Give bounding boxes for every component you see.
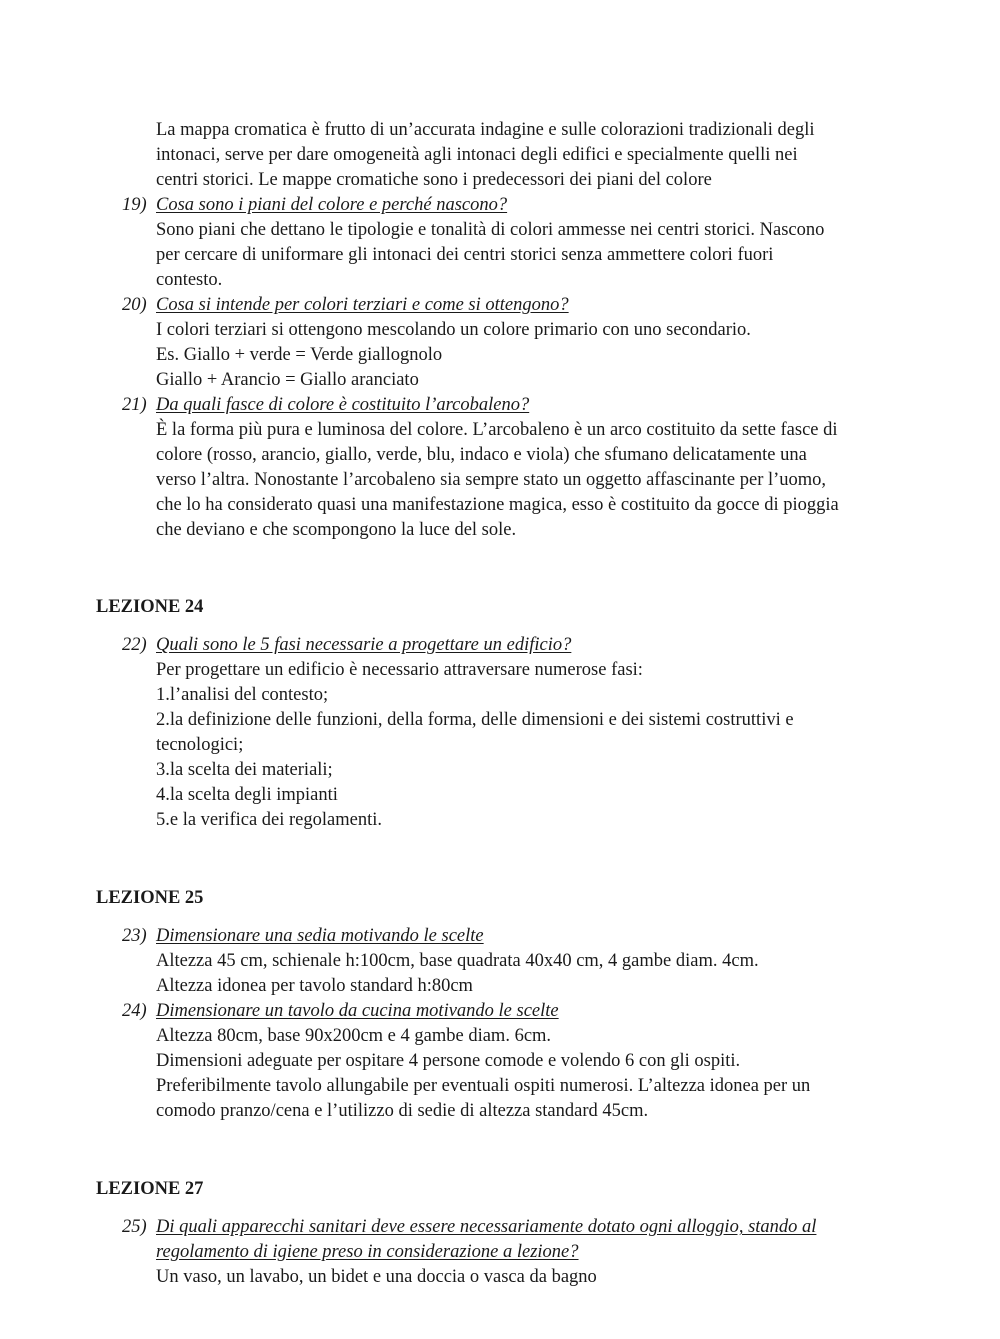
answer-22-line-5: 3.la scelta dei materiali; [156, 760, 333, 780]
answer-21-line-5: che deviano e che scompongono la luce del sole. [156, 520, 517, 540]
answer-21-line-2: colore (rosso, arancio, giallo, verde, blu, indaco e viola) che sfumano delicatamente una [156, 445, 807, 465]
question-25-number: 25) [122, 1217, 147, 1237]
answer-22-line-3: 2.la definizione delle funzioni, della forma, delle dimensioni e dei sistemi costruttivi e [156, 710, 794, 730]
question-21-text: Da quali fasce di colore è costituito l’arcobaleno? [156, 395, 530, 415]
question-20-number: 20) [122, 295, 147, 315]
answer-22-line-7: 5.e la verifica dei regolamenti. [156, 810, 383, 830]
section-heading-lezione-27: LEZIONE 27 [96, 1179, 204, 1199]
intro-line-1: La mappa cromatica è frutto di un’accurata indagine e sulle colorazioni tradizionali degli [156, 120, 815, 140]
question-23-number: 23) [122, 926, 147, 946]
question-25-text-line-1: Di quali apparecchi sanitari deve essere necessariamente dotato ogni alloggio, stando al [156, 1217, 817, 1237]
question-19-text: Cosa sono i piani del colore e perché nascono? [156, 195, 508, 215]
question-24-text: Dimensionare un tavolo da cucina motivando le scelte [156, 1001, 559, 1021]
intro-line-3: centri storici. Le mappe cromatiche sono i predecessori dei piani del colore [156, 170, 712, 190]
answer-21-line-4: che lo ha considerato quasi una manifestazione magica, esso è costituito da gocce di pioggia [156, 495, 839, 515]
answer-22-line-1: Per progettare un edificio è necessario attraversare numerose fasi: [156, 660, 643, 680]
intro-line-2: intonaci, serve per dare omogeneità agli intonaci degli edifici e specialmente quelli nei [156, 145, 798, 165]
answer-19-line-2: per cercare di uniformare gli intonaci dei centri storici senza ammettere colori fuori [156, 245, 774, 265]
answer-19-line-1: Sono piani che dettano le tipologie e tonalità di colori ammesse nei centri storici. Nascono [156, 220, 825, 240]
answer-24-line-2: Dimensioni adeguate per ospitare 4 persone comode e volendo 6 con gli ospiti. [156, 1051, 741, 1071]
question-20-text: Cosa si intende per colori terziari e come si ottengono? [156, 295, 569, 315]
answer-20-line-1: I colori terziari si ottengono mescolando un colore primario con uno secondario. [156, 320, 751, 340]
question-22-text: Quali sono le 5 fasi necessarie a progettare un edificio? [156, 635, 572, 655]
section-heading-lezione-25: LEZIONE 25 [96, 888, 204, 908]
question-24-number: 24) [122, 1001, 147, 1021]
answer-21-line-3: verso l’altra. Nonostante l’arcobaleno sia sempre stato un oggetto affascinante per l’uomo, [156, 470, 827, 490]
section-heading-lezione-24: LEZIONE 24 [96, 597, 204, 617]
answer-23-line-2: Altezza idonea per tavolo standard h:80cm [156, 976, 473, 996]
answer-23-line-1: Altezza 45 cm, schienale h:100cm, base quadrata 40x40 cm, 4 gambe diam. 4cm. [156, 951, 759, 971]
answer-24-line-3: Preferibilmente tavolo allungabile per eventuali ospiti numerosi. L’altezza idonea per un [156, 1076, 811, 1096]
question-21-number: 21) [122, 395, 147, 415]
question-19-number: 19) [122, 195, 147, 215]
answer-20-line-3: Giallo + Arancio = Giallo aranciato [156, 370, 419, 390]
question-25-text-line-2: regolamento di igiene preso in considerazione a lezione? [156, 1242, 579, 1262]
question-23-text: Dimensionare una sedia motivando le scelte [156, 926, 484, 946]
answer-19-line-3: contesto. [156, 270, 223, 290]
answer-22-line-2: 1.l’analisi del contesto; [156, 685, 329, 705]
answer-21-line-1: È la forma più pura e luminosa del colore. L’arcobaleno è un arco costituito da sette fasce di [156, 420, 838, 440]
question-22-number: 22) [122, 635, 147, 655]
answer-22-line-4: tecnologici; [156, 735, 244, 755]
answer-24-line-4: comodo pranzo/cena e l’utilizzo di sedie di altezza standard 45cm. [156, 1101, 649, 1121]
answer-24-line-1: Altezza 80cm, base 90x200cm e 4 gambe diam. 6cm. [156, 1026, 552, 1046]
answer-25-line-1: Un vaso, un lavabo, un bidet e una doccia o vasca da bagno [156, 1267, 597, 1287]
answer-22-line-6: 4.la scelta degli impianti [156, 785, 338, 805]
answer-20-line-2: Es. Giallo + verde = Verde giallognolo [156, 345, 443, 365]
